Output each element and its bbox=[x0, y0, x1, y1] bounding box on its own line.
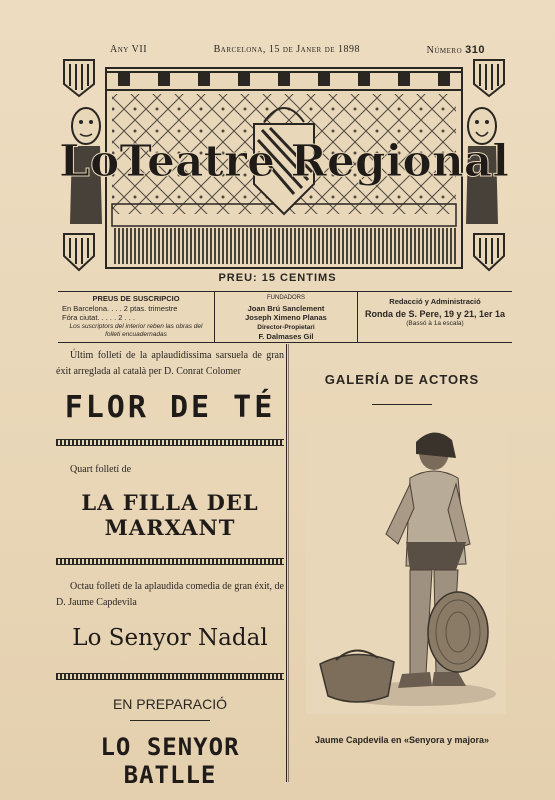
shield-icon bbox=[64, 60, 94, 96]
intro-flor-de-te: Últim folletí de la aplaudidíssima sarsuela de gran éxit arreglada al català per D. Conrat Colomer bbox=[56, 350, 284, 377]
office-box: Redacció y Administració Ronda de S. Pere, 19 y 21, 1er 1a (Bassó à 1a escala) bbox=[364, 297, 506, 327]
issue-number: Número 310 bbox=[426, 44, 485, 56]
separator bbox=[56, 439, 284, 446]
subscription-box: PREUS DE SUSCRIPCIO En Barcelona. . . . 2 ptas. trimestre Fóra ciutat. . . . . 2 . . . Los suscriptors del interior reben las obras del folleti encuadernadas bbox=[58, 292, 215, 342]
separator bbox=[56, 673, 284, 680]
photo-caption: Jaume Capdevila en «Senyora y majora» bbox=[314, 735, 490, 745]
price: PREU: 15 CENTIMS bbox=[218, 272, 337, 284]
intro-senyor-nadal: Octau folletí de la aplaudida comedia de gran éxit, de D. Jaume Capdevila bbox=[56, 581, 284, 608]
title-flor-de-te: FLOR DE TÉ bbox=[64, 390, 276, 425]
title-filla-marxant: LA FILLA DEL MARXANT bbox=[81, 490, 259, 540]
masthead bbox=[58, 54, 510, 278]
issue-year: Any VII bbox=[110, 44, 148, 55]
issue-date: Barcelona, 15 de Janer de 1898 bbox=[213, 44, 361, 55]
masthead-title: LoTeatre Regional bbox=[59, 136, 509, 187]
info-bar bbox=[58, 291, 512, 343]
column-divider bbox=[286, 344, 287, 782]
masthead-illustration bbox=[58, 54, 510, 278]
title-senyor-nadal: Lo Senyor Nadal bbox=[72, 625, 268, 651]
en-preparacio: EN PREPARACIÓ bbox=[112, 696, 228, 712]
left-column bbox=[56, 348, 284, 789]
founders-box: FUNDADORS Joan Brú Sanclement Joseph Ximeno Planas Director-Propietari F. Dalmases Gil bbox=[215, 292, 358, 342]
actor-photo bbox=[306, 424, 506, 714]
rule bbox=[372, 404, 432, 405]
separator bbox=[56, 558, 284, 565]
gallery-heading: GALERÍA DE ACTORS bbox=[324, 372, 480, 387]
rule bbox=[130, 720, 210, 721]
intro-filla-marxant: Quart folletí de bbox=[70, 464, 132, 475]
title-senyor-batlle: LO SENYOR BATLLE bbox=[100, 733, 240, 789]
